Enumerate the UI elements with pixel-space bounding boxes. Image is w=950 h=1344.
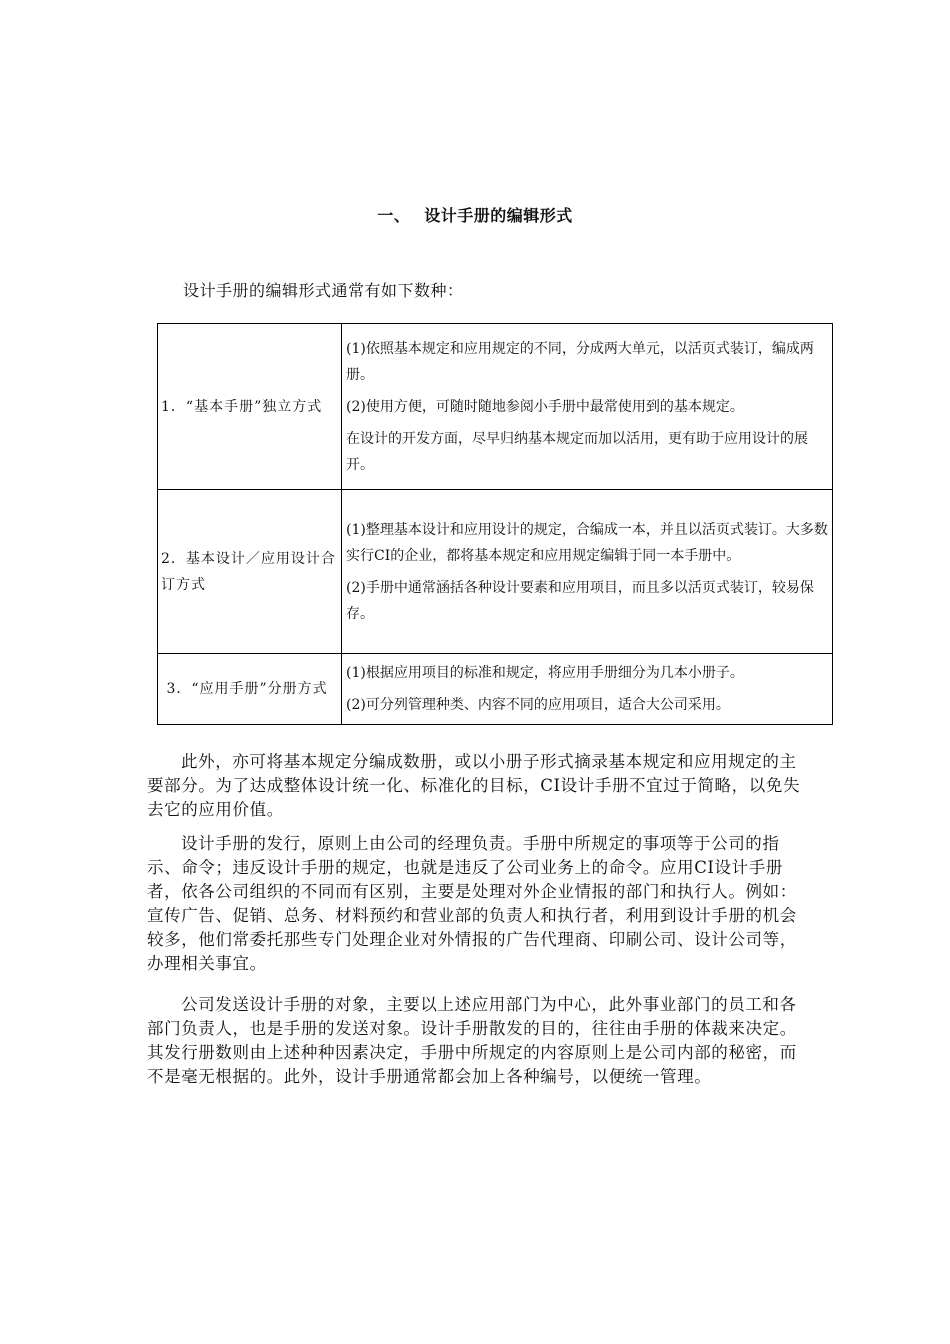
table-row (158, 490, 833, 654)
description-item: (2)使用方便，可随时随地参阅小手册中最常使用到的基本规定。 (346, 398, 744, 415)
heading-text: 设计手册的编辑形式 (424, 206, 573, 225)
body-paragraph (147, 750, 807, 822)
form-label: 2．基本设计／应用设计合订方式 (158, 490, 342, 654)
description-item: (2)可分列管理种类、内容不同的应用项目，适合大公司采用。 (346, 697, 730, 713)
form-description (342, 324, 833, 490)
paragraph-text: 公司发送设计手册的对象，主要以上述应用部门为中心，此外事业部门的员工和各部门负责人，也是手册的发送对象。设计手册散发的目的，往往由手册的体裁来决定。其发行册数则由上述种种因素决定，手册中所规定的内容原则上是公司内部的秘密，而不是毫无根据的。此外，设计手册通常都会加上各种编号，以便统一管理。 (147, 995, 797, 1086)
description-item: 在设计的开发方面，尽早归纳基本规定而加以活用，更有助于应用设计的展开。 (346, 430, 808, 473)
table-row (158, 324, 833, 490)
description-item: (2)手册中通常涵括各种设计要素和应用项目，而且多以活页式装订，较易保存。 (346, 579, 814, 622)
table-row (158, 654, 833, 725)
body-paragraph (147, 832, 807, 976)
form-label: 3．“应用手册”分册方式 (158, 654, 342, 725)
description-item: (1)整理基本设计和应用设计的规定，合编成一本，并且以活页式装订。大多数实行CI的企业，都将基本规定和应用规定编辑于同一本手册中。 (346, 521, 828, 564)
paragraph-text: 此外，亦可将基本规定分编成数册，或以小册子形式摘录基本规定和应用规定的主要部分。为了达成整体设计统一化、标准化的目标，CI设计手册不宜过于简略，以免失去它的应用价值。 (147, 752, 801, 819)
intro-text: 设计手册的编辑形式通常有如下数种： (183, 281, 464, 300)
form-label: 1．“基本手册”独立方式 (158, 324, 342, 490)
description-item: (1)依照基本规定和应用规定的不同，分成两大单元，以活页式装订，编成两册。 (346, 340, 814, 383)
heading-number: 一、 (377, 206, 411, 225)
paragraph-text: 设计手册的发行，原则上由公司的经理负责。手册中所规定的事项等于公司的指示、命令；违反设计手册的规定，也就是违反了公司业务上的命令。应用CI设计手册者，依各公司组织的不同而有区别，主要是处理对外企业情报的部门和执行人。例如：宣传广告、促销、总务、材料预约和营业部的负责人和执行者，利用到设计手册的机会较多，他们常委托那些专门处理企业对外情报的广告代理商、印刷公司、设计公司等，办理相关事宜。 (147, 834, 797, 973)
form-description (342, 490, 833, 654)
form-description (342, 654, 833, 725)
section-heading (0, 203, 950, 226)
description-item: (1)根据应用项目的标准和规定，将应用手册细分为几本小册子。 (346, 665, 744, 681)
editing-forms-table (157, 323, 833, 725)
body-paragraph (147, 993, 807, 1089)
